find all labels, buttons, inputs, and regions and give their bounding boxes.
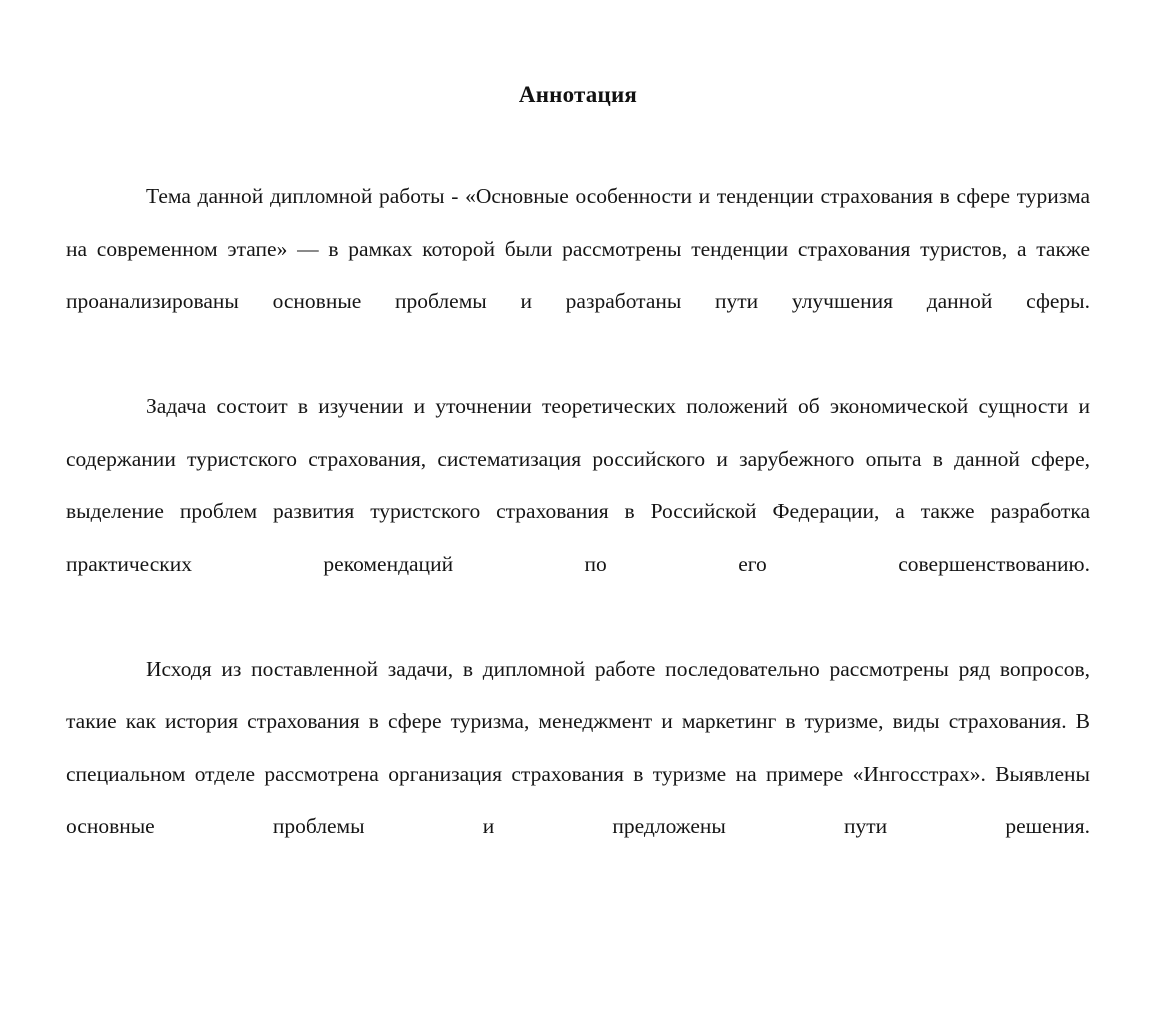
paragraph-container (66, 170, 1090, 905)
page-title: Аннотация (518, 82, 638, 107)
paragraph-2: Задача состоит в изучении и уточнении теоретических положений об экономической сущности и содержании туристского страхования, систематизация российского и зарубежного опыта в данной сфере, выделение проблем развития туристского страхования в Российской Федерации, а также разработка практических рекомендаций по его совершенствованию. (66, 394, 1090, 576)
paragraph-1: Тема данной дипломной работы - «Основные особенности и тенденции страхования в сфере туризма на современном этапе» — в рамках которой были рассмотрены тенденции страхования туристов, а также проанализированы основные проблемы и разработаны пути улучшения данной сферы. (66, 184, 1090, 313)
document-body (66, 0, 1090, 905)
paragraph-3: Исходя из поставленной задачи, в дипломной работе последовательно рассмотрены ряд вопросов, такие как история страхования в сфере туризма, менеджмент и маркетинг в туризме, виды страхования. В специальном отделе рассмотрена организация страхования в туризме на примере «Ингосстрах». Выявлены основные проблемы и предложены пути решения. (66, 656, 1090, 838)
